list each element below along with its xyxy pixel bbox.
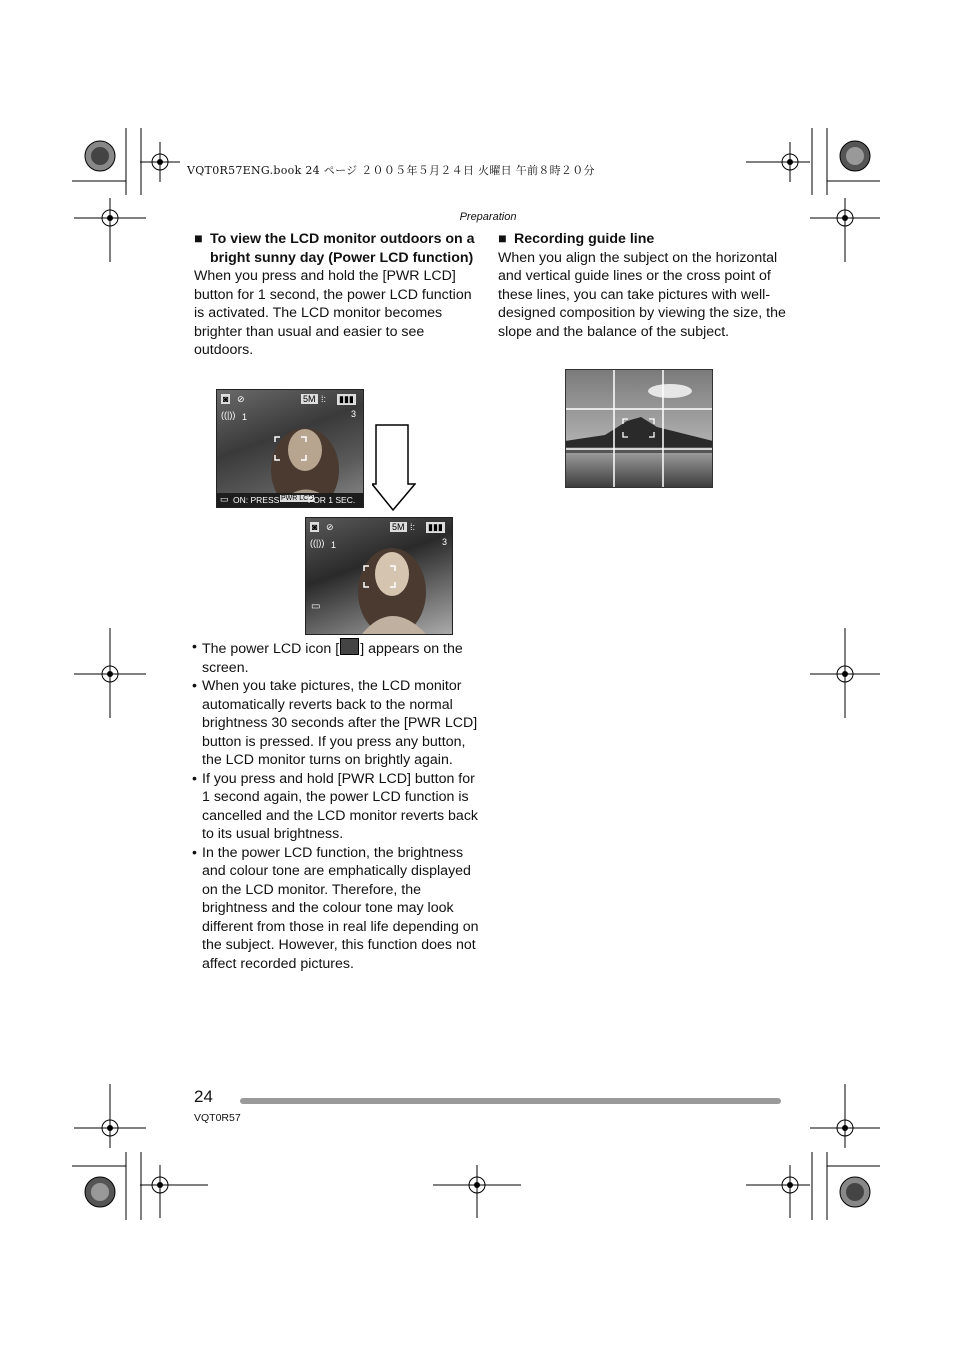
- lcd-help-duration: FOR 1 SEC.: [308, 495, 356, 505]
- focus-frame: [217, 390, 363, 507]
- bullet3-text: If you press and hold [PWR LCD] button for 1 second again, the power LCD function is cancelled and the LCD monitor reverts back to its usual brightness.: [202, 770, 479, 842]
- square-bullet-icon: ■: [194, 231, 203, 247]
- footer-rule: [240, 1098, 781, 1104]
- bullet1-text-start: The power LCD icon [: [202, 641, 340, 657]
- list-item: • In the power LCD function, the brightness and colour tone are emphatically displayed on the LCD monitor. Therefore, the brightness and the colour tone may look different from those in real life depending on the subject. However, this function does not affect recorded pictures.: [192, 844, 479, 972]
- picture-size-icon: 5M: [303, 394, 316, 404]
- camera-mode-icon: ◙: [223, 394, 229, 404]
- heading-guide-line-text: Recording guide line: [514, 231, 655, 247]
- power-lcd-inline-icon: [340, 638, 359, 655]
- lcd-screen-power-lcd: [305, 517, 453, 635]
- lcd-screen-normal: [216, 389, 364, 508]
- battery-icon-2: ▮▮▮: [428, 522, 443, 532]
- quality-icon: ⁞:: [321, 394, 327, 404]
- guide-line-body: When you align the subject on the horizontal and vertical guide lines or the cross point of these lines, you can take pictures with well-designed composition by viewing the size, the slope and the balance of the subject.: [498, 249, 786, 340]
- print-header: VQT0R57ENG.book 24 ページ ２００５年５月２４日 火曜日 午前８時２０分: [187, 164, 595, 177]
- camera-mode-icon-2: ◙: [312, 522, 318, 532]
- heading-guide-line: [498, 230, 788, 249]
- remaining-shots-2: 3: [442, 537, 448, 547]
- picture-size-icon-2: 5M: [392, 522, 405, 532]
- list-item: • If you press and hold [PWR LCD] button for 1 second again, the power LCD function is cancelled and the LCD monitor reverts back to its usual brightness.: [192, 770, 479, 842]
- lcd-help-text: ON: PRESS: [233, 495, 280, 505]
- stabilizer-icon: ((|)): [221, 410, 236, 420]
- pwr-lcd-key-label: PWR LCD: [281, 495, 314, 502]
- stabilizer-icon-2: ((|)): [310, 538, 325, 548]
- model-code: VQT0R57: [194, 1112, 241, 1124]
- square-bullet-icon: ■: [498, 231, 507, 247]
- guide-line-landscape-photo: [565, 369, 713, 488]
- power-lcd-small-icon: ▭: [220, 494, 229, 504]
- section-label: Preparation: [459, 211, 517, 223]
- right-column: [498, 230, 788, 341]
- remaining-shots: 3: [351, 409, 357, 419]
- stabilizer-mode-number-2: 1: [331, 540, 337, 550]
- bullet4-text: In the power LCD function, the brightness and colour tone are emphatically displayed on the LCD monitor. Therefore, the brightness and the colour tone may look different from those in real life depending on the subject. However, this function does not affect recorded pictures.: [202, 844, 479, 972]
- battery-icon: ▮▮▮: [339, 394, 354, 404]
- flash-off-icon-2: ⊘: [326, 522, 334, 532]
- left-column: [194, 230, 484, 360]
- lcd-help-bar: [217, 493, 363, 507]
- bullet2-text: When you take pictures, the LCD monitor automatically reverts back to the normal brightness 30 seconds after the [PWR LCD] button is pressed. If you press any button, the LCD monitor turns on brightly again.: [202, 678, 478, 768]
- power-lcd-icon: ▭: [311, 601, 321, 612]
- stabilizer-mode-number: 1: [242, 412, 248, 422]
- quality-icon-2: ⁞:: [410, 522, 416, 532]
- heading-power-lcd-text: To view the LCD monitor outdoors on a bright sunny day (Power LCD function): [210, 231, 475, 266]
- bullet1-text-end: ] appears on the screen.: [202, 641, 463, 676]
- list-item: • When you take pictures, the LCD monitor automatically reverts back to the normal brightness 30 seconds after the [PWR LCD] button is pressed. If you press any button, the LCD monitor turns on brightly again.: [192, 678, 478, 768]
- page-number: 24: [194, 1087, 213, 1106]
- focus-frame-2: [306, 518, 452, 634]
- flash-off-icon: ⊘: [237, 394, 245, 404]
- power-lcd-body: When you press and hold the [PWR LCD] button for 1 second, the power LCD function is activated. The LCD monitor becomes brighter than usual and easier to see outdoors.: [194, 268, 472, 358]
- list-item: • The power LCD icon [ ] appears on the screen.: [192, 639, 463, 676]
- down-arrow-icon: [372, 424, 416, 512]
- heading-power-lcd: [194, 230, 484, 267]
- power-lcd-notes: [192, 638, 482, 973]
